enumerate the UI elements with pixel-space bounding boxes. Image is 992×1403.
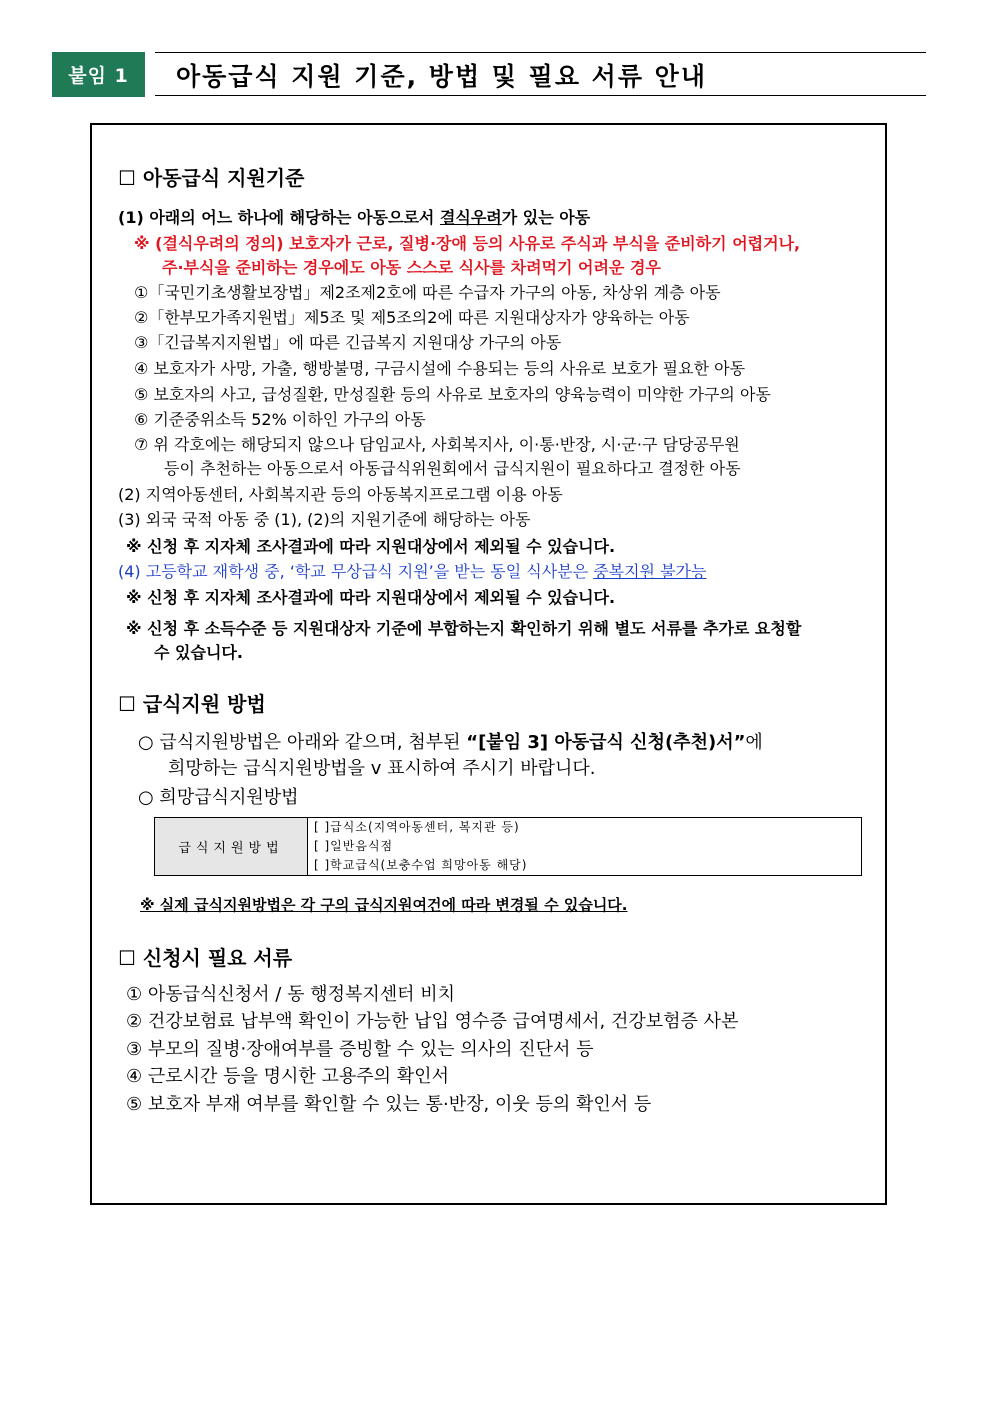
document-item: ① 아동급식신청서 / 동 행정복지센터 비치	[126, 984, 456, 1005]
note-exclusion: ※ 신청 후 지자체 조사결과에 따라 지원대상에서 제외될 수 있습니다.	[126, 537, 616, 556]
method-preference-label: ○ 희망급식지원방법	[138, 787, 299, 808]
criteria-item-2: (2) 지역아동센터, 사회복지관 등의 아동복지프로그램 이용 아동	[118, 485, 563, 504]
sub-item: ⑤ 보호자의 사고, 급성질환, 만성질환 등의 사유로 보호자의 양육능력이 미약한 가구의 아동	[134, 385, 771, 404]
method-instruction-line2: 희망하는 급식지원방법을 v 표시하여 주시기 바랍니다.	[168, 758, 596, 779]
criteria-item-1	[118, 207, 590, 229]
note-additional-docs-line1: ※ 신청 후 소득수준 등 지원대상자 기준에 부합하는지 확인하기 위해 별도 서류를 추가로 요청할	[126, 619, 802, 638]
red-definition-note-line2: 주·부식을 준비하는 경우에도 아동 스스로 식사를 차려먹기 어려운 경우	[162, 258, 661, 277]
header-rule-bottom	[155, 95, 926, 96]
section-heading-method: ☐ 급식지원 방법	[118, 692, 266, 716]
criteria-item-4-text: (4) 고등학교 재학생 중, ‘학교 무상급식 지원’을 받는 동일 식사분은	[118, 562, 594, 581]
document-item: ⑤ 보호자 부재 여부를 확인할 수 있는 통·반장, 이웃 등의 확인서 등	[126, 1094, 652, 1115]
method-table-label: 급식지원방법	[155, 818, 308, 876]
sub-item: ⑦ 위 각호에는 해당되지 않으나 담임교사, 사회복지사, 이·통·반장, 시·군·구 담당공무원	[134, 435, 740, 454]
method-note: ※ 실제 급식지원방법은 각 구의 급식지원여건에 따라 변경될 수 있습니다.	[140, 896, 628, 914]
method-table-options	[308, 818, 862, 876]
document-item: ③ 부모의 질병‧장애여부를 증빙할 수 있는 의사의 진단서 등	[126, 1039, 594, 1060]
sub-item-continuation: 등이 추천하는 아동으로서 아동급식위원회에서 급식지원이 필요하다고 결정한 아동	[164, 459, 741, 478]
section-heading-criteria: ☐ 아동급식 지원기준	[118, 166, 305, 190]
page-title: 아동급식 지원 기준, 방법 및 필요 서류 안내	[176, 62, 707, 91]
method-option: [ ]학교급식(보충수업 희망아동 해당)	[314, 858, 528, 872]
page-header	[52, 52, 926, 98]
method-instruction-line1	[138, 732, 763, 754]
note-additional-docs-line2: 수 있습니다.	[154, 643, 243, 662]
criteria-item-1-suffix: 가 있는 아동	[501, 208, 591, 227]
sub-item: ①「국민기초생활보장법」제2조제2호에 따른 수급자 가구의 아동, 차상위 계층 아동	[134, 283, 721, 302]
attachment-reference: “[붙임 3] 아동급식 신청(추천)서”	[466, 732, 746, 753]
section-heading-documents: ☐ 신청시 필요 서류	[118, 946, 293, 970]
sub-item: ③「긴급복지지원법」에 따른 긴급복지 지원대상 가구의 아동	[134, 333, 562, 352]
content-box	[90, 123, 887, 1205]
red-definition-note-line1: ※ (결식우려의 정의) 보호자가 근로, 질병·장애 등의 사유로 주식과 부식을 준비하기 어렵거나,	[134, 234, 801, 253]
method-table	[154, 817, 862, 876]
criteria-item-4-underlined: 중복지원 불가능	[593, 562, 707, 581]
criteria-item-1-text: (1) 아래의 어느 하나에 해당하는 아동으로서	[118, 208, 440, 227]
header-rule-top	[155, 52, 926, 53]
criteria-item-3: (3) 외국 국적 아동 중 (1), (2)의 지원기준에 해당하는 아동	[118, 510, 531, 529]
document-item: ④ 근로시간 등을 명시한 고용주의 확인서	[126, 1066, 449, 1087]
attachment-badge: 붙임 1	[52, 52, 145, 97]
criteria-item-4	[118, 561, 706, 583]
method-instruction-text: ○ 급식지원방법은 아래와 같으며, 첨부된	[138, 732, 467, 753]
method-option: [ ]일반음식점	[314, 839, 394, 853]
criteria-item-1-underlined: 결식우려	[439, 208, 502, 227]
note-exclusion: ※ 신청 후 지자체 조사결과에 따라 지원대상에서 제외될 수 있습니다.	[126, 588, 616, 607]
sub-item: ⑥ 기준중위소득 52% 이하인 가구의 아동	[134, 410, 426, 429]
sub-item: ②「한부모가족지원법」제5조 및 제5조의2에 따른 지원대상자가 양육하는 아동	[134, 308, 690, 327]
document-item: ② 건강보험료 납부액 확인이 가능한 납입 영수증 급여명세서, 건강보험증 사본	[126, 1011, 739, 1032]
method-instruction-suffix: 에	[745, 732, 763, 753]
sub-item: ④ 보호자가 사망, 가출, 행방불명, 구금시설에 수용되는 등의 사유로 보호가 필요한 아동	[134, 359, 746, 378]
method-option: [ ]급식소(지역아동센터, 복지관 등)	[314, 820, 520, 834]
